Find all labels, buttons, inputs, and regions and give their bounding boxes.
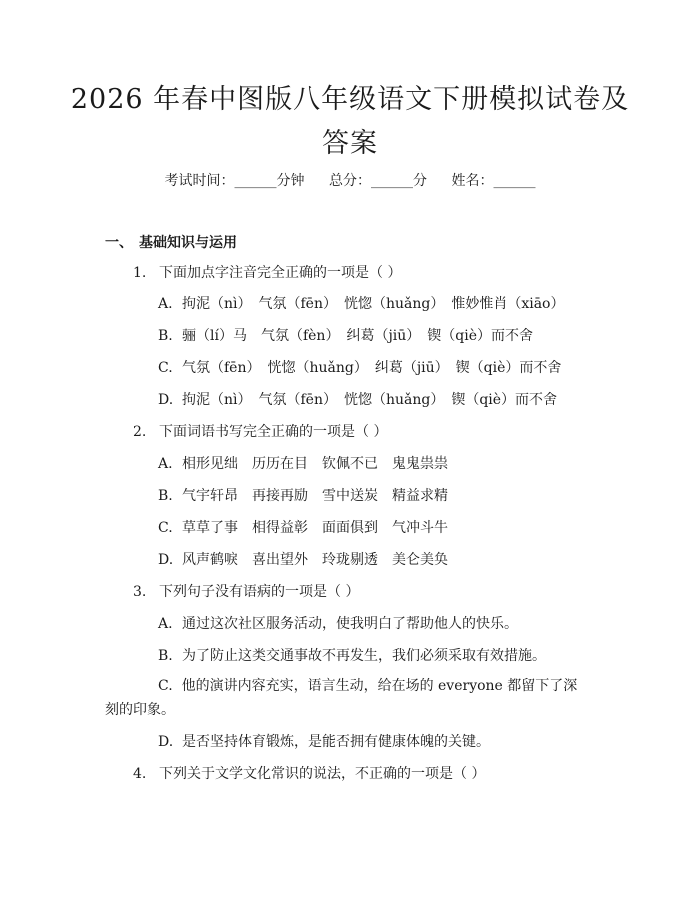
option-label: C.	[158, 678, 173, 694]
option-text: 气氛（fēn） 恍惚（huǎng） 纠葛（jiū） 锲（qiè）而不舍	[182, 360, 562, 376]
option-1c	[158, 357, 561, 377]
option-2a	[158, 453, 448, 473]
option-2b	[158, 485, 448, 505]
option-3d	[158, 731, 490, 751]
exam-time: 考试时间：______分钟	[164, 173, 305, 189]
option-text: 拘泥（nì） 气氛（fēn） 恍惚（huǎng） 锲（qiè）而不舍	[182, 392, 558, 408]
option-label: B.	[158, 328, 173, 344]
option-1a	[158, 293, 564, 313]
exam-meta	[0, 170, 700, 190]
option-label: A.	[158, 456, 173, 472]
option-1d	[158, 389, 557, 409]
question-number: 3.	[133, 584, 147, 600]
option-label: B.	[158, 488, 173, 504]
option-label: A.	[158, 296, 173, 312]
question-1	[133, 262, 401, 282]
option-3c	[105, 674, 590, 722]
question-4	[133, 763, 485, 783]
option-label: D.	[158, 734, 174, 750]
option-2d	[158, 549, 448, 569]
exam-score: 总分：______分	[329, 173, 427, 189]
question-number: 2.	[133, 424, 147, 440]
option-label: A.	[158, 616, 173, 632]
option-text: 是否坚持体育锻炼，是能否拥有健康体魄的关键。	[182, 734, 490, 750]
section-title: 基础知识与运用	[139, 235, 237, 251]
section-number: 一、	[105, 235, 133, 251]
question-text: 下列关于文学文化常识的说法，不正确的一项是（ ）	[159, 766, 486, 782]
question-text: 下面词语书写完全正确的一项是（ ）	[159, 424, 388, 440]
option-label: D.	[158, 392, 174, 408]
option-text: 草草了事 相得益彰 面面俱到 气冲斗牛	[182, 520, 448, 536]
option-text: 气宇轩昂 再接再励 雪中送炭 精益求精	[182, 488, 448, 504]
option-1b	[158, 325, 533, 345]
option-text: 拘泥（nì） 气氛（fēn） 恍惚（huǎng） 惟妙惟肖（xiāo）	[182, 296, 565, 312]
option-text: 骊（lí）马 气氛（fèn） 纠葛（jiū） 锲（qiè）而不舍	[182, 328, 533, 344]
option-text: 风声鹤唳 喜出望外 玲珑剔透 美仑美奂	[182, 552, 448, 568]
option-label: C.	[158, 520, 173, 536]
question-text: 下面加点字注音完全正确的一项是（ ）	[159, 265, 402, 281]
question-3	[133, 581, 359, 601]
option-text: 相形见绌 历历在目 钦佩不已 鬼鬼祟祟	[182, 456, 448, 472]
question-number: 1.	[133, 265, 147, 281]
page-title: 2026 年春中图版八年级语文下册模拟试卷及答案	[70, 84, 630, 159]
option-label: C.	[158, 360, 173, 376]
option-2c	[158, 517, 448, 537]
option-text: 他的演讲内容充实，语言生动，给在场的 everyone 都留下了深刻的印象。	[105, 678, 578, 718]
question-number: 4.	[133, 766, 147, 782]
option-label: B.	[158, 648, 173, 664]
option-3b	[158, 645, 546, 665]
option-label: D.	[158, 552, 174, 568]
student-name: 姓名：______	[451, 173, 536, 189]
option-3a	[158, 613, 518, 633]
question-2	[133, 421, 387, 441]
option-text: 通过这次社区服务活动，使我明白了帮助他人的快乐。	[182, 616, 518, 632]
question-text: 下列句子没有语病的一项是（ ）	[159, 584, 360, 600]
option-text: 为了防止这类交通事故不再发生，我们必须采取有效措施。	[182, 648, 546, 664]
section-heading	[105, 232, 237, 252]
